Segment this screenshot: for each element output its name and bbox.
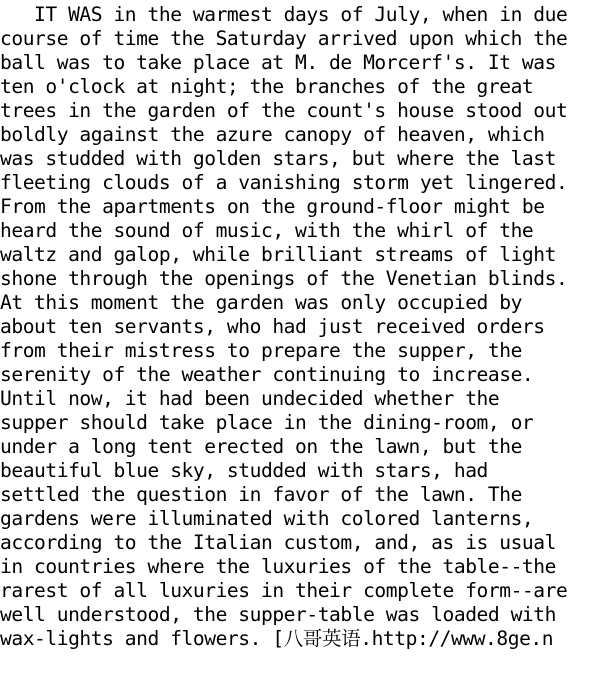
text-line-17: Until now, it had been undecided whether the [0, 387, 500, 410]
text-line-27: wax-lights and flowers. [八哥英语.http://www.8ge.n [0, 627, 554, 650]
text-line-18: supper should take place in the dining-room, or [0, 411, 534, 434]
text-line-13: At this moment the garden was only occupied by [0, 291, 522, 314]
text-line-6: boldly against the azure canopy of heaven, which [0, 123, 545, 146]
text-line-21: settled the question in favor of the lawn. The [0, 483, 522, 506]
text-line-4: ten o'clock at night; the branches of the great [0, 75, 534, 98]
text-line-26: well understood, the supper-table was loaded with [0, 603, 556, 626]
text-line-22: gardens were illuminated with colored lanterns, [0, 507, 534, 530]
text-line-9: From the apartments on the ground-floor might be [0, 195, 545, 218]
text-line-12: shone through the openings of the Venetian blinds. [0, 267, 568, 290]
text-line-3: ball was to take place at M. de Morcerf's. It was [0, 51, 556, 74]
text-line-14: about ten servants, who had just received orders [0, 315, 545, 338]
text-line-5: trees in the garden of the count's house stood out [0, 99, 568, 122]
text-line-1: IT WAS in the warmest days of July, when in due [0, 3, 568, 26]
body-text [0, 3, 567, 651]
text-line-8: fleeting clouds of a vanishing storm yet lingered. [0, 171, 568, 194]
text-line-2: course of time the Saturday arrived upon which the [0, 27, 568, 50]
text-line-24: in countries where the luxuries of the table--the [0, 555, 556, 578]
text-line-7: was studded with golden stars, but where the last [0, 147, 556, 170]
text-line-20: beautiful blue sky, studded with stars, had [0, 459, 488, 482]
text-line-15: from their mistress to prepare the supper, the [0, 339, 522, 362]
text-line-16: serenity of the weather continuing to increase. [0, 363, 534, 386]
text-line-19: under a long tent erected on the lawn, but the [0, 435, 522, 458]
text-line-23: according to the Italian custom, and, as is usual [0, 531, 556, 554]
text-line-11: waltz and galop, while brilliant streams of light [0, 243, 556, 266]
text-line-10: heard the sound of music, with the whirl of the [0, 219, 534, 242]
text-line-25: rarest of all luxuries in their complete form--are [0, 579, 568, 602]
